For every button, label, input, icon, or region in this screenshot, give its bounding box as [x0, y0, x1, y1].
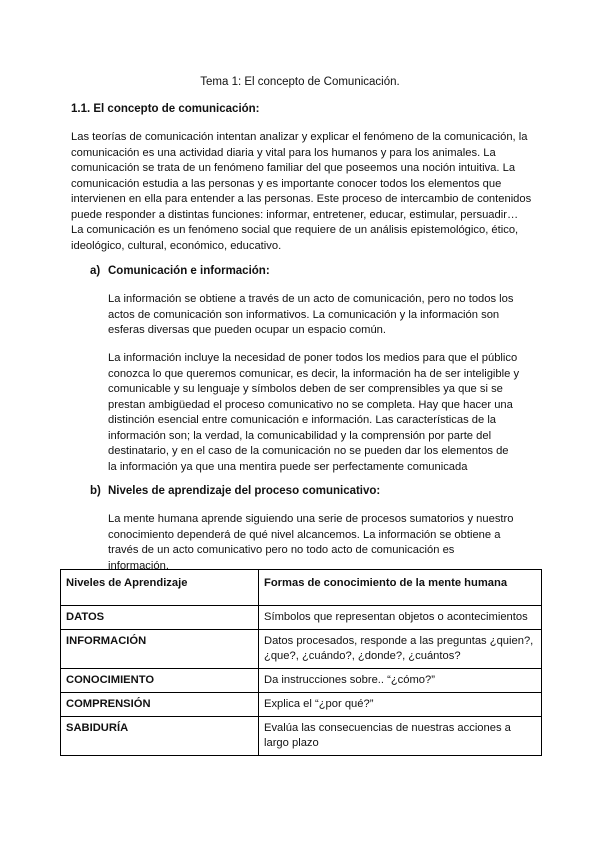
learning-levels-table: [60, 569, 542, 756]
subsection-b-title: Niveles de aprendizaje del proceso comunicativo:: [108, 485, 381, 497]
table-row: [61, 717, 542, 756]
table-cell-level: CONOCIMIENTO: [61, 669, 259, 693]
table-row: [61, 669, 542, 693]
subsection-a-heading: [90, 263, 270, 279]
subsection-b-marker: b): [90, 485, 101, 497]
intro-paragraph: Las teorías de comunicación intentan analizar y explicar el fenómeno de la comunicación, la comunicación es una actividad diaria y vital para los humanos y para los animales. La comunicación se trata de un fenómeno familiar del que poseemos una noción intuitiva. La comunicación estudia a las personas y es importante conocer todos los elementos que intervienen en ella para entender a las personas. Este proceso de intercambio de contenidos puede responder a distintas funciones: informar, entretener, educar, estimular, persuadir… La comunicación es un fenómeno social que requiere de un análisis epistemológico, ético, ideológico, cultural, económico, educativo.: [71, 131, 532, 252]
table-row: [61, 630, 542, 669]
subsection-a-paragraph-2: La información incluye la necesidad de poner todos los medios para que el público conozca lo que queremos comunicar, es decir, la información ha de ser inteligible y comunicable y su lenguaje y símbolos deben de ser comprensibles ya que si se prestan ambigüedad el proceso comunicativo no se completa. Hay que hacer una distinción esencial entre comunicación e información. Las características de la información son; la verdad, la comunicabilidad y la comprensión por parte del destinatario, y en el caso de la comunicación no se pueden dar los elementos de la información ya que una mentira puede ser perfectamente comunicada: [108, 352, 520, 473]
document-title: Tema 1: El concepto de Comunicación.: [200, 76, 400, 88]
table-cell-level: DATOS: [61, 606, 259, 630]
table-header-forms: Formas de conocimiento de la mente humana: [259, 570, 542, 606]
table-cell-description: Datos procesados, responde a las preguntas ¿quien?, ¿que?, ¿cuándo?, ¿donde?, ¿cuántos?: [259, 630, 542, 669]
table-cell-description: Símbolos que representan objetos o acontecimientos: [259, 606, 542, 630]
subsection-b-heading: [90, 483, 380, 499]
subsection-a-paragraph-1: La información se obtiene a través de un acto de comunicación, pero no todos los actos de comunicación son informativos. La comunicación y la información son esferas diversas que pueden ocupar un espacio común.: [108, 293, 514, 336]
table-cell-description: Da instrucciones sobre.. “¿cómo?”: [259, 669, 542, 693]
table-cell-level: INFORMACIÓN: [61, 630, 259, 669]
table-cell-level: SABIDURÍA: [61, 717, 259, 756]
table-cell-description: Explica el “¿por qué?”: [259, 693, 542, 717]
subsection-b-paragraph-1: La mente humana aprende siguiendo una serie de procesos sumatorios y nuestro conocimiento dependerá de qué nivel alcancemos. La información se obtiene a través de un acto comunicativo pero no todo acto de comunicación es información.: [108, 513, 514, 572]
table-row: [61, 693, 542, 717]
table-cell-description: Evalúa las consecuencias de nuestras acciones a largo plazo: [259, 717, 542, 756]
section-heading: 1.1. El concepto de comunicación:: [71, 103, 260, 115]
table-header-row: [61, 570, 542, 606]
table-row: [61, 606, 542, 630]
table-cell-level: COMPRENSIÓN: [61, 693, 259, 717]
subsection-a-title: Comunicación e información:: [108, 265, 270, 277]
table-header-levels: Niveles de Aprendizaje: [61, 570, 259, 606]
subsection-a-marker: a): [90, 265, 101, 277]
